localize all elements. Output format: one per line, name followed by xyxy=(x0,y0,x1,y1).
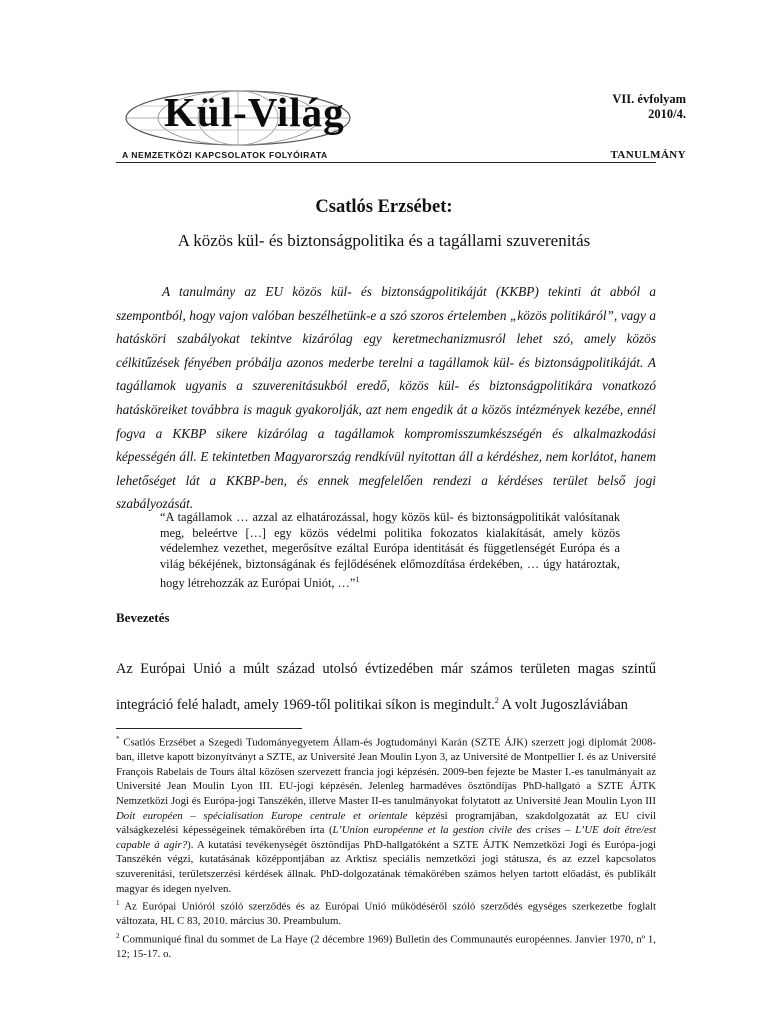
quote-text: “A tagállamok … azzal az elhatározással, hogy közös kül- és biztonságpolitikát valósítanak meg, beleértve […] egy közös védelmi politika fokozatos kialakítását, amely közös védelemhez vezethet, megerősítve ezáltal Európa identitását és függetlenségét Európa és a világ békéjének, biztonságának és fejlődésének előmozdítása érdekében, … úgy határoztak, hogy létrehozzák az Európai Uniót, …” xyxy=(160,510,620,591)
journal-logo xyxy=(118,86,388,164)
footnote-1 xyxy=(116,896,656,929)
abstract: A tanulmány az EU közös kül- és biztonságpolitikáját (KKBP) tekinti át abból a szempontból, hogy vajon valóban beszélhetünk-e a szó szoros értelemben „közös politikáról”, vagy a hatásköri szabályokat tekintve kizárólag egy keretmechanizmusról lehet szó, amely közös célkitűzések fényében próbálja azonos mederbe terelni a tagállamok kül- és biztonságpolitikáját. A tagállamok ugyanis a szuverenitásukból eredő, közös kül- és biztonságpolitikára vonatkozó hatásköreiket továbbra is maguk gyakorolják, azt nem engedik át a közös intézmények kezébe, ennél fogva a KKBP sikere kizárólag a tagállamok kompromisszumkészségén és alkalmazkodási képességén áll. E tekintetben Magyarország rendkívül nyitottan áll a kérdéshez, nem korlátot, hanem lehetőséget lát a KKBP-ben, és ennek megfelelően rendezi a kérdéses terület belső jogi szabályozását. xyxy=(116,284,656,512)
issue-label: 2010/4. xyxy=(648,107,686,121)
logo-title: Kül-Világ xyxy=(164,89,345,135)
body-text: A volt Jugoszláviában xyxy=(498,696,628,713)
footnote-text: Csatlós Erzsébet a Szegedi Tudományegyetem Állam-és Jogtudományi Karán (SZTE ÁJK) szerzett jogi diplomát 2008-ban, illetve kapott bizonyítványt a SZTE, az Université Jean Moulin Lyon 3, az Université de Montpellier I. és az Université François Rabelais de Tours által közösen szervezett francia jogi képzésén. 2009-ben fejezte be Master I.-es tanulmányait az Université Jean Moulin Lyon III. EU-jogi képzésén. Jelenleg harmadéves ösztöndíjas PhD-hallgató a SZTE ÁJTK Nemzetközi Jogi és Európa-jogi Tanszékén, illetve Master II-es tanulmányokat folytatott az Université Jean Moulin Lyon III xyxy=(116,736,657,807)
volume-label: VII. évfolyam xyxy=(612,92,686,106)
article-type: TANULMÁNY xyxy=(610,149,686,161)
footnote-text: Az Európai Unióról szóló szerződés és az Európai Unió működéséről szóló szerződés egységes szerkezetbe foglalt változata, HL C 83, 2010. március 30. Preambulum. xyxy=(116,900,657,928)
footnote-ref[interactable]: 2 xyxy=(494,696,499,705)
header-divider xyxy=(116,162,656,163)
body-text: Az Európai Unió a múlt század utolsó évtizedében már számos területen magas szintű integráció felé haladt, amely 1969-től politikai síkon is megindult. xyxy=(116,661,656,713)
volume-info xyxy=(612,92,686,122)
footnote-author xyxy=(116,732,656,896)
footnote-text: képzési programjában, szakdolgozatát az EU civil válságkezelési képességeinek témakörében írta ( xyxy=(116,809,656,837)
footnote-italic: L’Union européenne et la gestion civile des crises – L’UE doit être/est capable à agir? xyxy=(116,824,656,851)
article-title: A közös kül- és biztonságpolitika és a tagállami szuverenitás xyxy=(177,231,591,250)
article-author: Csatlós Erzsébet: xyxy=(315,197,453,217)
footnote-ref[interactable]: 1 xyxy=(355,575,360,585)
footnote-text: ). A kutatási tevékenységét ösztöndíjas PhD-hallgatóként a SZTE ÁJTK Nemzetközi Jogi és Európa-jogi Tanszékén végzi, kutatásának középpontjában az Arktisz speciális nemzetközi jogi státusza, és az ezzel kapcsolatos szuverenitási, területszerzési kérdések állnak. PhD-dolgozatának témakörében számos helyen tartott előadást, és publikált magyar és idegen nyelven. xyxy=(116,838,656,895)
footnote-mark: * xyxy=(116,735,120,743)
footnote-2 xyxy=(116,929,656,962)
footnotes xyxy=(116,732,656,962)
footnote-mark: 1 xyxy=(116,899,120,908)
section-heading: Bevezetés xyxy=(116,610,170,625)
epigraph-quote xyxy=(160,510,620,592)
footnote-mark: 2 xyxy=(116,931,120,940)
footnote-italic: Doit européen – spécialisation Europe centrale et orientale xyxy=(116,809,408,822)
footnote-divider xyxy=(116,728,302,729)
body-paragraph xyxy=(116,653,656,721)
logo-subtitle: A NEMZETKÖZI KAPCSOLATOK FOLYÓIRATA xyxy=(122,150,328,160)
footnote-text: Communiqué final du sommet de La Haye (2 décembre 1969) Bulletin des Communautés européennes. Janvier 1970, nº 1, 12; 15-17. o. xyxy=(116,933,656,961)
